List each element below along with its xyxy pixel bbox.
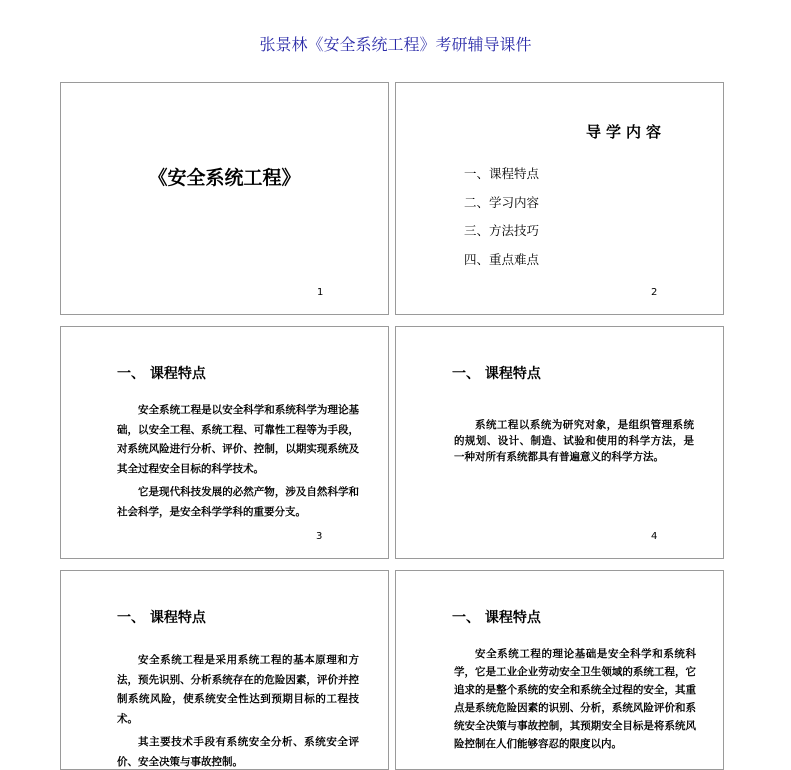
paragraph: 其主要技术手段有系统安全分析、系统安全评价、安全决策与事故控制。 [117,736,359,768]
paragraph: 安全系统工程是以安全科学和系统科学为理论基础，以安全工程、系统工程、可靠性工程等为手段，对系统风险进行分析、评价、控制，以期实现系统及其全过程安全目标的科学技术。 [117,404,359,475]
toc-item: 二、学习内容 [464,194,540,210]
page-number: 4 [651,531,658,542]
paragraph: 系统工程以系统为研究对象，是组织管理系统的规划、设计、制造、试验和使用的科学方法，是一种对所有系统都具有普遍意义的科学方法。 [454,419,694,463]
toc-item: 一、课程特点 [464,166,540,181]
slide-4 [395,326,724,559]
slide-body [117,651,359,770]
page-number: 1 [317,287,324,298]
slide-1 [60,82,389,315]
section-heading: 一、 课程特点 [452,610,541,626]
section-heading: 一、 课程特点 [452,366,541,382]
toc-item: 四、重点难点 [464,251,540,267]
paragraph: 它是现代科技发展的必然产物，涉及自然科学和社会科学，是安全科学学科的重要分支。 [117,486,359,518]
page-number: 3 [316,531,323,542]
paragraph: 安全系统工程的理论基础是安全科学和系统科学，它是工业企业劳动安全卫生领域的系统工程，它追求的是整个系统的安全和系统全过程的安全，其重点是系统危险因素的识别、分析，系统风险评价和系统安全决策与事故控制，其预期安全目标是将系统风险控制在人们能够容忍的限度以内。 [454,648,696,750]
slide-body [454,417,694,465]
toc-title: 导学内容 [586,123,667,141]
section-heading: 一、 课程特点 [117,366,206,382]
slide-2 [395,82,724,315]
page-number: 2 [651,287,658,298]
toc-item: 三、方法技巧 [464,223,540,238]
slide-body [454,645,696,753]
slide-3 [60,326,389,559]
toc-list [464,165,539,279]
section-heading: 一、 课程特点 [117,610,206,626]
slide-6 [395,570,724,770]
paragraph: 安全系统工程是采用系统工程的基本原理和方法，预先识别、分析系统存在的危险因素，评价并控制系统风险，使系统安全性达到预期目标的工程技术。 [117,654,359,725]
slide-body [117,401,359,522]
document-header: 张景林《安全系统工程》考研辅导课件 [259,35,532,54]
slide-5 [60,570,389,770]
slide-title: 《安全系统工程》 [148,167,301,189]
